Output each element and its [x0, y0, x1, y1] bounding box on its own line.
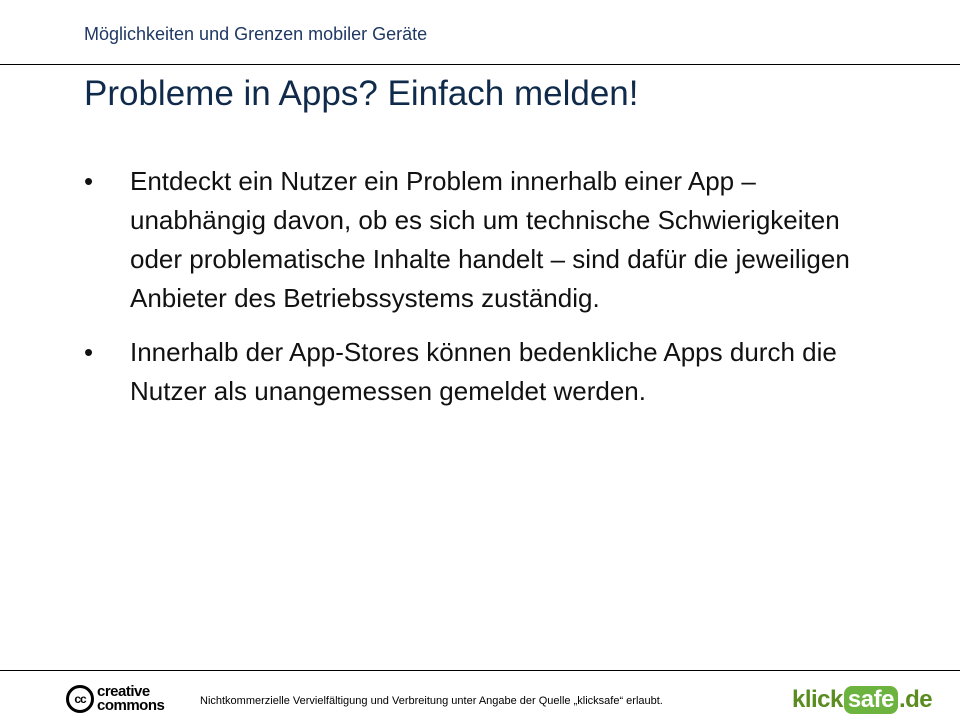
header-divider — [0, 64, 960, 65]
cc-icon: cc — [66, 685, 94, 713]
bullet-marker: • — [84, 337, 94, 367]
footer-divider — [0, 670, 960, 671]
bullet-text: Entdeckt ein Nutzer ein Problem innerhalb einer App – unabhängig davon, ob es sich um technische Schwierigkeiten oder problematische Inhalte handelt – sind dafür die jeweiligen Anbieter des Betriebssystems zuständig. — [130, 166, 850, 313]
creative-commons-logo — [66, 682, 190, 716]
bullet-list — [84, 162, 884, 411]
cc-wordmark — [97, 685, 164, 713]
klicksafe-logo — [792, 684, 932, 716]
license-note: Nichtkommerzielle Vervielfältigung und Verbreitung unter Angabe der Quelle „klicksafe“ erlaubt. — [200, 695, 663, 707]
bullet-item — [84, 333, 884, 411]
header-title: Möglichkeiten und Grenzen mobiler Geräte — [84, 24, 428, 44]
logo-part-safe: safe — [844, 686, 898, 714]
slide-title: Probleme in Apps? Einfach melden! — [84, 74, 639, 113]
bullet-marker: • — [84, 166, 94, 196]
bullet-item — [84, 162, 884, 318]
logo-part-klick: klick — [792, 686, 843, 713]
cc-line1: creative — [97, 683, 150, 700]
logo-part-tld: .de — [898, 686, 933, 713]
bullet-text: Innerhalb der App-Stores können bedenkliche Apps durch die Nutzer als unangemessen gemeldet werden. — [130, 337, 837, 406]
cc-line2: commons — [97, 697, 165, 714]
